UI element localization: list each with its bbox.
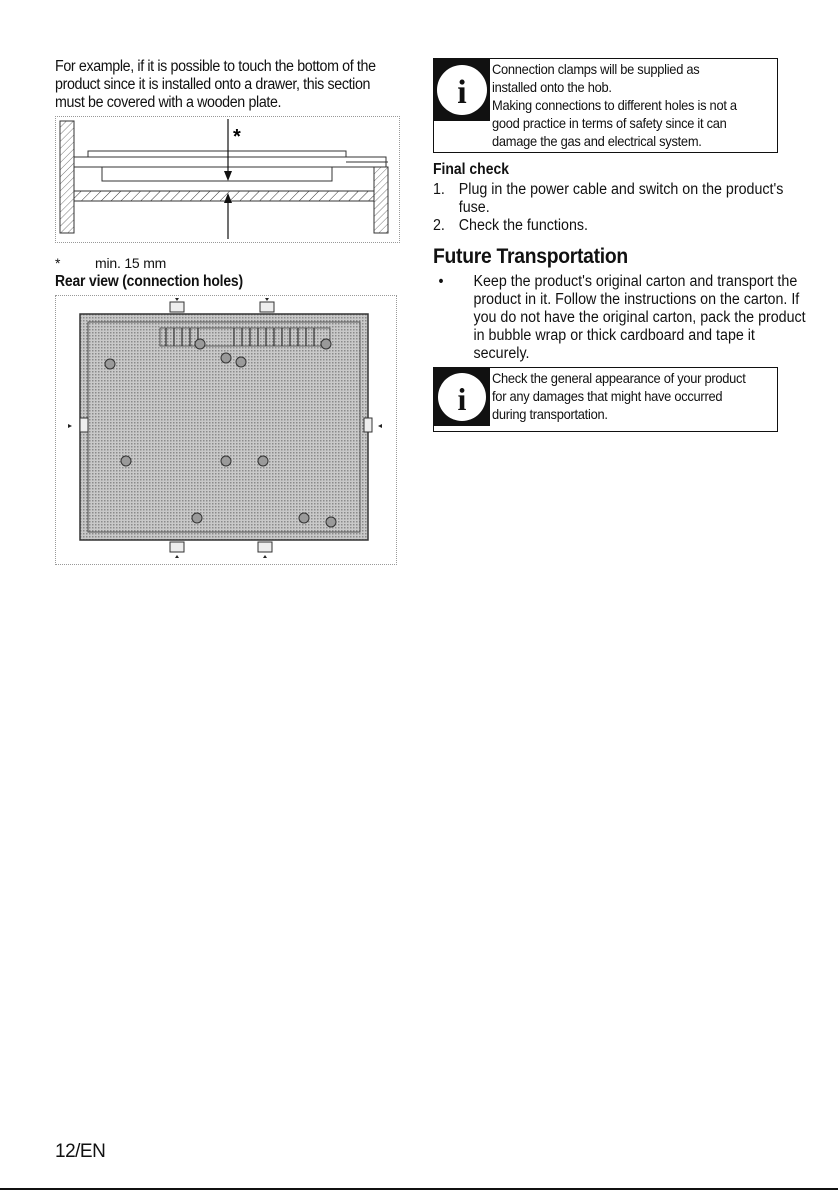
svg-text:i: i bbox=[457, 74, 467, 111]
svg-text:i: i bbox=[457, 381, 467, 417]
info-box-connection-clamps bbox=[433, 58, 778, 153]
dimension-note bbox=[55, 255, 400, 271]
note-text: min. 15 mm bbox=[95, 255, 167, 271]
list-item: 2. Check the functions. bbox=[433, 217, 588, 234]
info-icon bbox=[434, 59, 490, 152]
drawer-diagram-svg bbox=[56, 117, 399, 242]
intro-paragraph: For example, if it is possible to touch the bottom of the product since it is installed onto a drawer, this section must be covered with a wooden plate. bbox=[55, 58, 376, 111]
list-item: 1. Plug in the power cable and switch on the product's fuse. bbox=[433, 181, 784, 216]
info-icon bbox=[434, 368, 490, 431]
left-column bbox=[55, 58, 400, 565]
drawer-installation-diagram bbox=[55, 116, 400, 243]
info-text-transport-check: Check the general appearance of your product for any damages that might have occurred during transportation. bbox=[492, 370, 746, 422]
transport-bullet: • Keep the product's original carton and transport the product in it. Follow the instructions on the carton. If you do not have the original carton, pack the product in bubble wrap or thick cardboard and tape it securely. bbox=[438, 273, 806, 362]
page-number: 12/EN bbox=[55, 1141, 106, 1162]
bullet-icon: • bbox=[438, 273, 444, 290]
rear-view-svg bbox=[56, 296, 396, 564]
rear-view-diagram bbox=[55, 295, 397, 565]
bottom-rule bbox=[0, 1188, 838, 1190]
info-text-connection-clamps: Connection clamps will be supplied as installed onto the hob. Making connections to different holes is not a good practice in terms of safety since it can damage the gas and electrical system. bbox=[492, 61, 737, 149]
diagram-star-label: * bbox=[233, 126, 241, 148]
rear-view-title: Rear view (connection holes) bbox=[55, 273, 243, 290]
info-box-transport-check bbox=[433, 367, 778, 432]
final-check-title: Final check bbox=[433, 161, 509, 178]
right-column bbox=[433, 58, 806, 432]
note-star: * bbox=[55, 255, 61, 271]
final-check-steps bbox=[433, 181, 784, 235]
future-transportation-title: Future Transportation bbox=[433, 245, 628, 268]
